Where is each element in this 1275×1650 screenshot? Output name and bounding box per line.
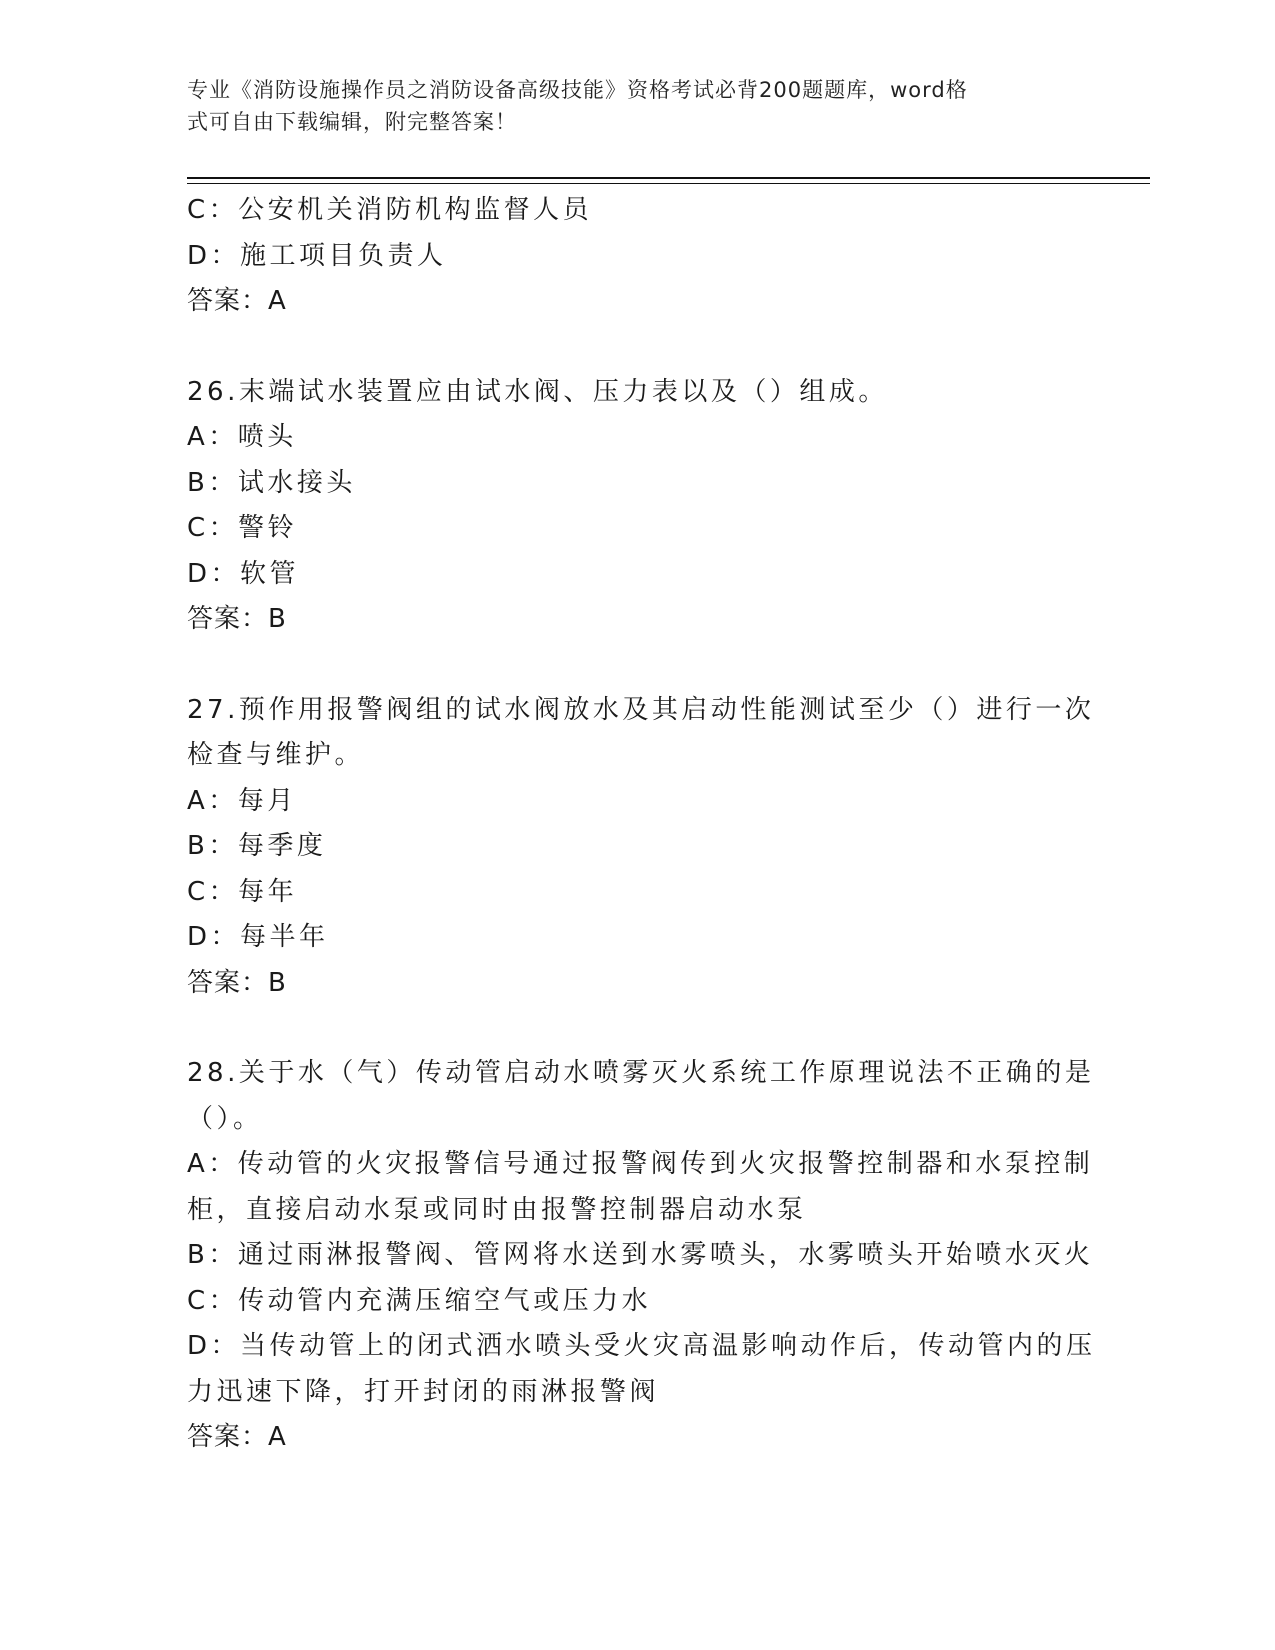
header-line-2: 式可自由下载编辑，附完整答案！ [187,110,517,134]
question-28 [187,1051,1096,1461]
option-c: C：传动管内充满压缩空气或压力水 [187,1285,652,1316]
option-c: C：警铃 [187,513,298,543]
answer-line: 答案：A [187,286,287,316]
header-line-1: 专业《消防设施操作员之消防设备高级技能》资格考试必背200题题库，word格 [187,78,968,102]
option-d: D：施工项目负责人 [187,240,447,271]
question-25-partial [187,188,1077,325]
answer-line: 答案：A [187,1422,287,1452]
option-d: D：每半年 [187,922,329,952]
option-a: A：每月 [187,785,297,816]
option-c: C：公安机关消防机构监督人员 [187,195,593,225]
question-26 [187,370,1077,643]
document-header [187,74,1067,138]
question-stem: 28.关于水（气）传动管启动水喷雾灭火系统工作原理说法不正确的是 [187,1058,1095,1088]
option-b: B：每季度 [187,831,327,861]
question-stem-continued: （）。 [187,1103,263,1134]
option-d-continued: 力迅速下降，打开封闭的雨淋报警阀 [187,1376,660,1407]
answer-line: 答案：B [187,604,287,634]
header-divider-thin [187,183,1150,184]
answer-line: 答案：B [187,967,287,998]
question-27 [187,688,1095,1007]
option-d: D：软管 [187,558,300,589]
option-b: B：试水接头 [187,467,356,498]
option-c: C：每年 [187,876,298,907]
question-stem-continued: 检查与维护。 [187,740,365,770]
question-stem: 27.预作用报警阀组的试水阀放水及其启动性能测试至少（）进行一次 [187,694,1095,725]
option-b: B：通过雨淋报警阀、管网将水送到水雾喷头，水雾喷头开始喷水灭火 [187,1240,1094,1270]
question-list [187,188,1096,1461]
header-divider-thick [187,177,1150,179]
option-d: D：当传动管上的闭式洒水喷头受火灾高温影响动作后，传动管内的压 [187,1331,1096,1361]
option-a: A：传动管的火灾报警信号通过报警阀传到火灾报警控制器和水泵控制 [187,1149,1094,1179]
option-a: A：喷头 [187,422,297,452]
option-a-continued: 柜，直接启动水泵或同时由报警控制器启动水泵 [187,1194,807,1225]
question-stem: 26.末端试水装置应由试水阀、压力表以及（）组成。 [187,376,888,407]
